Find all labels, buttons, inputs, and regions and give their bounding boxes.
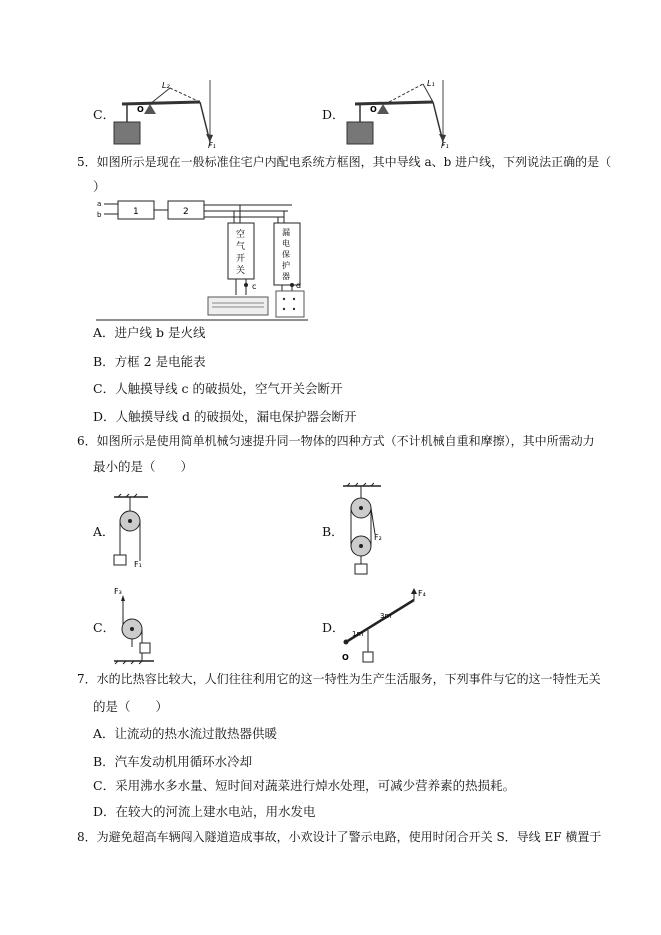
q5-socket (276, 291, 304, 317)
svg-text:c: c (252, 282, 257, 291)
q5-option-a: A．进户线 b 是火线 (93, 325, 206, 340)
svg-text:F₂: F₂ (374, 533, 382, 542)
q6-option-d-label: D． (322, 620, 345, 635)
svg-text:F₃: F₃ (114, 587, 122, 596)
svg-text:O: O (137, 105, 144, 114)
q6-figure-a-fixed-pulley (112, 495, 152, 567)
svg-text:b: b (97, 211, 102, 219)
q4-option-d-label: D． (322, 107, 345, 122)
svg-text:1: 1 (133, 207, 139, 217)
q6-stem-line1: 6．如图所示是使用简单机械匀速提升同一物体的四种方式（不计机械自重和摩擦），其中所需动力 (77, 434, 595, 448)
svg-text:L₁: L₁ (427, 79, 435, 88)
q5-air-conditioner (208, 297, 268, 315)
svg-text:F₁: F₁ (208, 141, 216, 150)
svg-text:3m: 3m (380, 612, 392, 620)
svg-text:a: a (97, 200, 102, 208)
svg-text:开: 开 (236, 254, 246, 264)
q7-stem-line1: 7．水的比热容比较大，人们往往利用它的这一特性为生产生活服务，下列事件与它的这一特性无关 (77, 672, 601, 686)
q6-figure-b-pulley-block (341, 484, 385, 580)
q5-distribution-diagram (96, 197, 311, 321)
q7-option-d: D．在较大的河流上建水电站，用水发电 (93, 804, 316, 819)
q5-option-d: D．人触摸导线 d 的破损处，漏电保护器会断开 (93, 409, 357, 424)
svg-text:空: 空 (236, 230, 246, 240)
q6-option-c-label: C． (93, 620, 116, 635)
q7-option-c: C．采用沸水多水量、短时间对蔬菜进行焯水处理，可减少营养素的热损耗。 (93, 778, 516, 793)
svg-text:关: 关 (236, 266, 246, 276)
svg-text:护: 护 (282, 261, 290, 270)
q6-option-a-label: A． (93, 524, 115, 539)
q4-figure-d (343, 78, 453, 148)
q5-stem-line2: ） (93, 179, 106, 194)
svg-text:器: 器 (282, 272, 290, 281)
svg-text:漏: 漏 (282, 228, 290, 237)
q5-option-b: B．方框 2 是电能表 (93, 354, 206, 369)
q5-option-c: C．人触摸导线 c 的破损处，空气开关会断开 (93, 381, 343, 396)
q8-stem-line1: 8．为避免超高车辆闯入隧道造成事故，小欢设计了警示电路，使用时闭合开关 S．导线 EF 横置于 (77, 830, 602, 844)
q7-option-b: B．汽车发动机用循环水冷却 (93, 754, 253, 769)
svg-text:2: 2 (183, 207, 189, 217)
q6-figure-c-movable-pulley (112, 585, 156, 665)
q4-c-l-label: L₂ (162, 81, 170, 90)
svg-text:d: d (296, 281, 302, 290)
svg-text:O: O (370, 105, 377, 114)
svg-text:O: O (342, 653, 349, 662)
svg-text:气: 气 (236, 242, 246, 252)
svg-text:F₄: F₄ (418, 589, 426, 598)
q5-stem-line1: 5．如图所示是现在一般标准住宅户内配电系统方框图，其中导线 a、b 进户线，下列说法正确的是（ (77, 155, 612, 169)
q4-c-block (114, 122, 140, 144)
q6-figure-d-lever (340, 588, 450, 666)
q7-option-a: A．让流动的热水流过散热器供暖 (93, 726, 278, 741)
svg-text:1m: 1m (352, 630, 364, 638)
q4-figure-c (110, 78, 220, 148)
svg-text:保: 保 (282, 250, 290, 259)
q6-option-b-label: B． (322, 524, 344, 539)
q4-c-fulcrum (144, 104, 156, 114)
q4-option-c-label: C． (93, 107, 116, 122)
q7-stem-line2: 的是（ ） (93, 699, 169, 714)
svg-text:F₁: F₁ (134, 560, 142, 569)
q6-stem-line2: 最小的是（ ） (93, 459, 194, 474)
svg-text:F₁: F₁ (441, 141, 449, 150)
svg-text:电: 电 (282, 239, 290, 248)
